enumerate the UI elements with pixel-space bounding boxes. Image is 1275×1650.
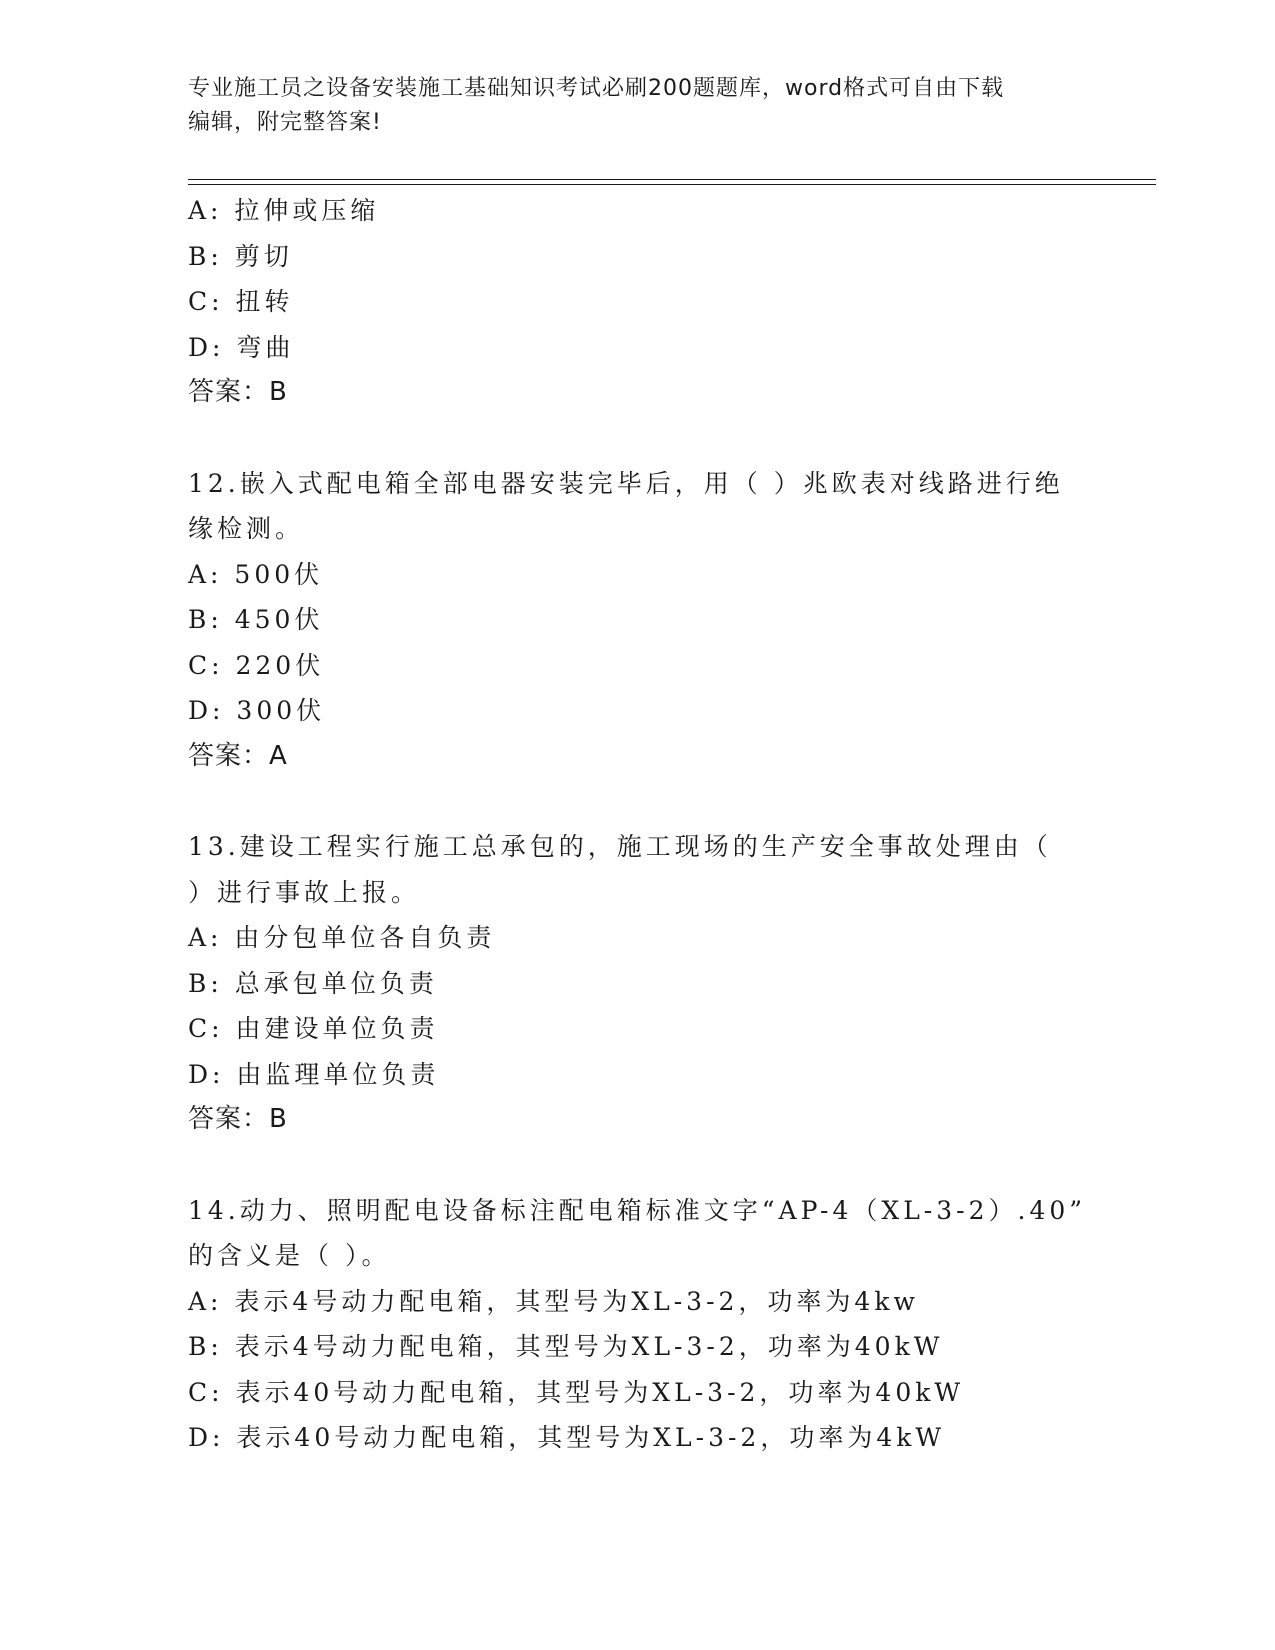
answer: 答案：B [188,1104,288,1134]
question-13 [188,824,1088,1143]
option-a: A: 由分包单位各自负责 [188,923,496,952]
option-b: B: 剪切 [188,241,293,271]
question-stem-line-2: 的含义是（ ）。 [188,1241,391,1270]
answer: 答案：B [188,377,288,407]
option-a: A: 500伏 [188,559,324,589]
question-list [188,188,1088,1461]
question-stem-line-1: 13.建设工程实行施工总承包的，施工现场的生产安全事故处理由（ [188,832,1052,861]
option-d: D: 300伏 [188,696,326,725]
header-rule-top [188,179,1156,180]
spacer [188,779,1088,824]
question-stem-line-2: 缘检测。 [188,514,305,543]
answer: 答案：A [188,740,288,771]
question-stem-line-1: 14.动力、照明配电设备标注配电箱标准文字“AP-4（XL-3-2）.40” [188,1195,1087,1225]
option-b: B: 450伏 [188,605,324,634]
question-stem-line-2: ）进行事故上报。 [188,877,421,907]
option-b: B: 表示4号动力配电箱，其型号为XL-3-2，功率为40kW [188,1332,944,1361]
option-c: C: 由建设单位负责 [188,1014,439,1043]
spacer [188,1143,1088,1188]
option-b: B: 总承包单位负责 [188,968,438,998]
option-c: C: 表示40号动力配电箱，其型号为XL-3-2，功率为40kW [188,1377,965,1407]
option-a: A: 拉伸或压缩 [188,196,380,225]
document-header [188,72,1088,140]
option-c: C: 220伏 [188,650,325,680]
option-d: D: 由监理单位负责 [188,1059,440,1089]
header-line-1: 专业施工员之设备安装施工基础知识考试必刷200题题库，word格式可自由下载 [188,76,1005,101]
option-a: A: 表示4号动力配电箱，其型号为XL-3-2，功率为4kw [188,1286,919,1316]
option-d: D: 表示40号动力配电箱，其型号为XL-3-2，功率为4kW [188,1423,946,1452]
question-12 [188,461,1088,780]
option-d: D: 弯曲 [188,332,295,362]
question-11 [188,188,1088,416]
option-c: C: 扭转 [188,287,294,316]
spacer [188,416,1088,461]
question-14 [188,1188,1088,1461]
header-rule-bottom [188,184,1156,185]
header-line-2: 编辑，附完整答案! [188,110,382,135]
question-stem-line-1: 12.嵌入式配电箱全部电器安装完毕后，用（ ）兆欧表对线路进行绝 [188,468,1064,498]
